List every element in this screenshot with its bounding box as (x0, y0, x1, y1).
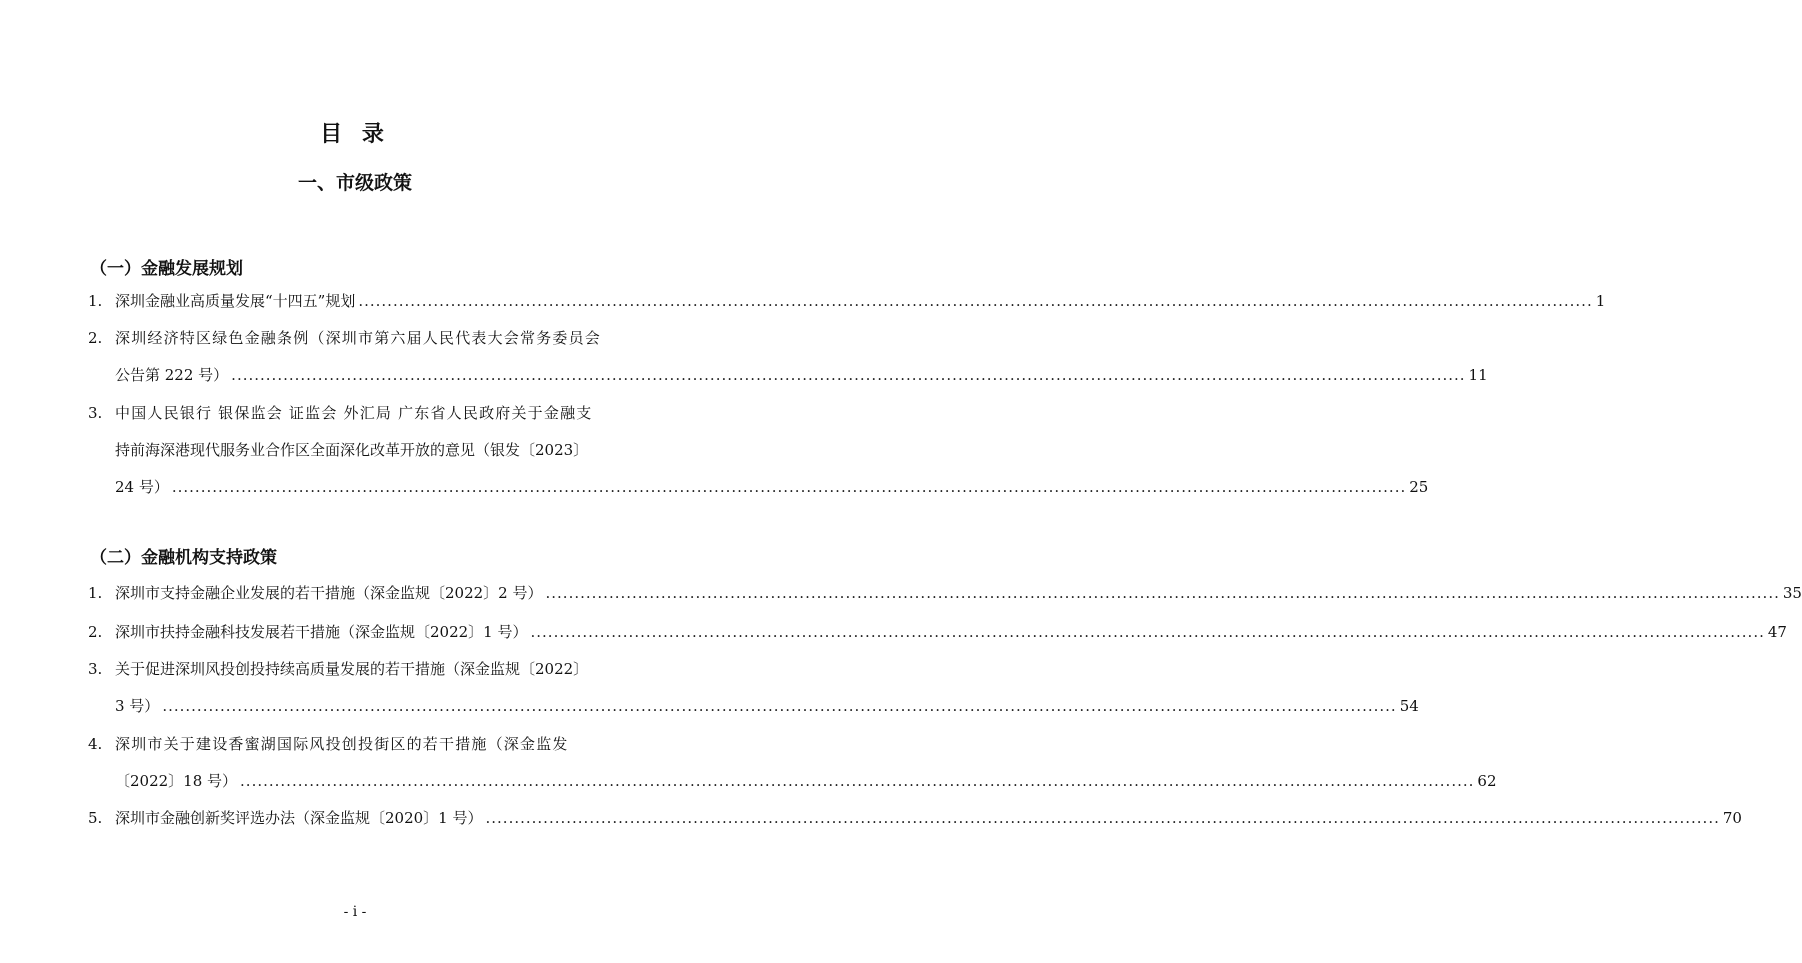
section-heading: （一）金融发展规划 (90, 259, 243, 279)
toc-entry-continuation[interactable] (115, 362, 1488, 388)
entry-text: 深圳市支持金融企业发展的若干措施（深金监规〔2022〕2 号） (115, 584, 543, 602)
entry-text: 3 号） (115, 697, 160, 715)
entry-number: 1. (88, 584, 103, 602)
entry-text: 深圳市金融创新奖评选办法（深金监规〔2020〕1 号） (115, 809, 483, 827)
leader-dots (486, 805, 1720, 831)
toc-entry[interactable] (88, 325, 613, 351)
entry-page: 11 (1468, 366, 1488, 384)
toc-entry[interactable] (88, 805, 1742, 831)
section-heading: （二）金融机构支持政策 (90, 548, 277, 568)
entry-text: 关于促进深圳风投创投持续高质量发展的若干措施（深金监规〔2022〕 (115, 660, 589, 678)
entry-page: 54 (1399, 697, 1419, 715)
entry-number: 2. (88, 623, 103, 641)
leader-dots (546, 580, 1780, 606)
entry-page: 1 (1595, 292, 1606, 310)
entry-page: 62 (1477, 772, 1497, 790)
entry-number: 1. (88, 292, 103, 310)
toc-entry-continuation[interactable] (115, 474, 1429, 500)
entry-number: 2. (88, 329, 103, 347)
entry-number: 3. (88, 404, 103, 422)
leader-dots (172, 474, 1406, 500)
leader-dots (240, 768, 1474, 794)
entry-text: 深圳经济特区绿色金融条例（深圳市第六届人民代表大会常务委员会 (115, 329, 602, 347)
toc-entry-continuation[interactable] (115, 437, 613, 463)
page-number: - i - (343, 904, 367, 920)
entry-page: 25 (1409, 478, 1429, 496)
leader-dots (162, 693, 1396, 719)
entry-page: 47 (1767, 623, 1787, 641)
leader-dots (358, 288, 1592, 314)
toc-entry-continuation[interactable] (115, 768, 1497, 794)
toc-entry[interactable] (88, 619, 1787, 645)
entry-text: 深圳金融业高质量发展“十四五”规划 (115, 292, 356, 310)
leader-dots (531, 619, 1765, 645)
entry-text: 中国人民银行 银保监会 证监会 外汇局 广东省人民政府关于金融支 (115, 404, 593, 422)
toc-entry[interactable] (88, 580, 1802, 606)
toc-entry[interactable] (88, 731, 613, 757)
toc-entry[interactable] (88, 656, 613, 682)
entry-text: 公告第 222 号） (115, 366, 229, 384)
entry-text: 24 号） (115, 478, 169, 496)
entry-text: 深圳市关于建设香蜜湖国际风投创投街区的若干措施（深金监发 (115, 735, 569, 753)
entry-number: 5. (88, 809, 103, 827)
entry-text: 深圳市扶持金融科技发展若干措施（深金监规〔2022〕1 号） (115, 623, 528, 641)
entry-text: 〔2022〕18 号） (115, 772, 238, 790)
toc-entry-continuation[interactable] (115, 693, 1419, 719)
toc-title: 目 录 (320, 122, 390, 147)
part-title: 一、市级政策 (297, 172, 412, 194)
entry-number: 3. (88, 660, 103, 678)
leader-dots (231, 362, 1465, 388)
entry-page: 70 (1722, 809, 1742, 827)
toc-entry[interactable] (88, 400, 613, 426)
toc-entry[interactable] (88, 288, 1606, 314)
entry-page: 35 (1782, 584, 1802, 602)
entry-number: 4. (88, 735, 103, 753)
entry-text: 持前海深港现代服务业合作区全面深化改革开放的意见（银发〔2023〕 (115, 441, 589, 459)
